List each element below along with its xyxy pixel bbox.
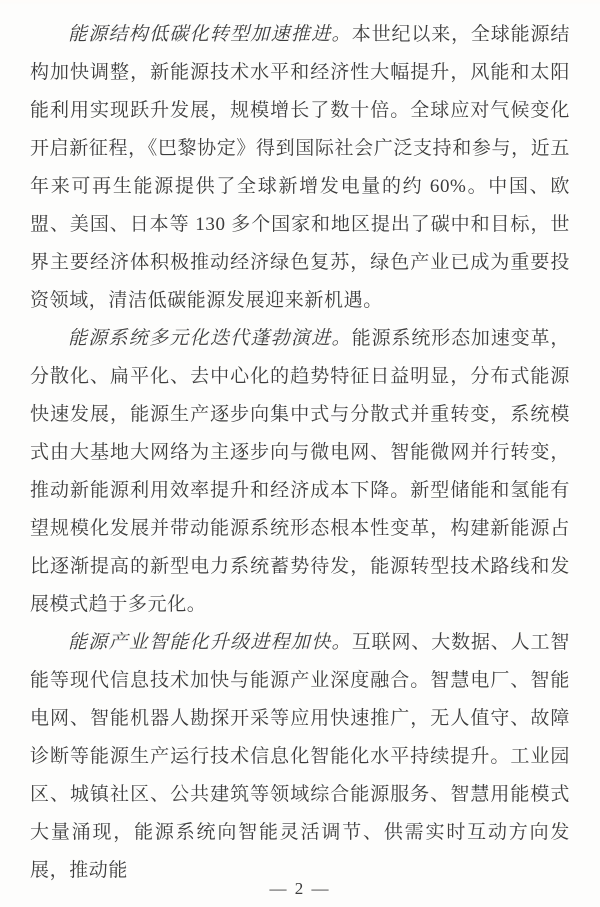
page-number: — 2 —: [269, 879, 331, 898]
paragraph-lead-sentence: 能源系统多元化迭代蓬勃演进。: [68, 328, 352, 349]
paragraph-body-text: 本世纪以来，全球能源结构加快调整，新能源技术水平和经济性大幅提升，风能和太阳能利用实现跃升发展，规模增长了数十倍。全球应对气候变化开启新征程，《巴黎协定》得到国际社会广泛支持和参与，近五年来可再生能源提供了全球新增发电量的约 60%。中国、欧盟、美国、日本等 130 多个国家和地区提出了碳中和目标，世界主要经济体积极推动经济绿色复苏，绿色产业已成为重要投资领域，清洁低碳能源发展迎来新机遇。: [30, 24, 570, 311]
paragraph-energy-system: [30, 320, 570, 624]
paragraph-lead-sentence: 能源产业智能化升级进程加快。: [68, 632, 352, 653]
paragraph-energy-industry: [30, 624, 570, 890]
page-content: [30, 16, 570, 890]
paragraph-body-text: 互联网、大数据、人工智能等现代信息技术加快与能源产业深度融合。智慧电厂、智能电网、智能机器人勘探开采等应用快速推广，无人值守、故障诊断等能源生产运行技术信息化智能化水平持续提升。工业园区、城镇社区、公共建筑等领域综合能源服务、智慧用能模式大量涌现，能源系统向智能灵活调节、供需实时互动方向发展，推动能: [30, 632, 570, 881]
paragraph-lead-sentence: 能源结构低碳化转型加速推进。: [68, 24, 352, 45]
paragraph-body-text: 能源系统形态加速变革，分散化、扁平化、去中心化的趋势特征日益明显，分布式能源快速发展，能源生产逐步向集中式与分散式并重转变，系统模式由大基地大网络为主逐步向与微电网、智能微网并行转变，推动新能源利用效率提升和经济成本下降。新型储能和氢能有望规模化发展并带动能源系统形态根本性变革，构建新能源占比逐渐提高的新型电力系统蓄势待发，能源转型技术路线和发展模式趋于多元化。: [30, 328, 570, 615]
paragraph-energy-structure: [30, 16, 570, 320]
